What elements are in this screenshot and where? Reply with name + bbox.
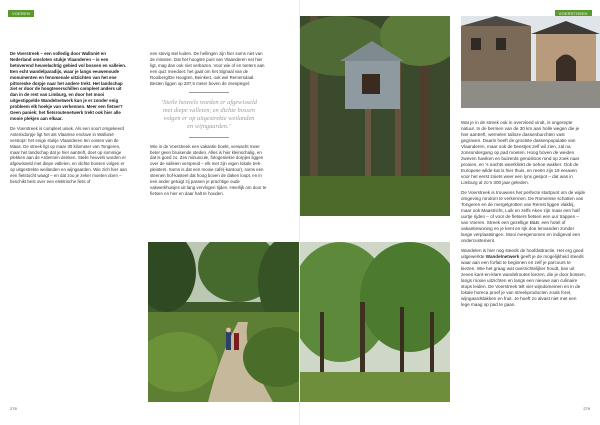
page-number: 279 (583, 406, 590, 411)
forest-trees-photo (300, 242, 450, 402)
quote-rule-bottom (189, 137, 229, 138)
section-tag: VOEREN (8, 10, 34, 17)
walkers-path-photo (148, 242, 300, 402)
text-column-2 (150, 51, 268, 201)
treehouse-photo (300, 16, 450, 216)
castle-photo (461, 16, 600, 108)
body-paragraph: Wat je in de streek ook in overvloed vindt, is ongerepte natuur. In de bermen van de 30 km aan holle wegen die je hier aantreft, wemelen talloze dassenburchten vast gegraven. Daarin heeft de grootste dassenpopulatie van Vlaanderen, maar ook de beestjes zelf wil zien, zal na zonsondergang op pad moeten. Hoog boven de weiden zweven haviken en buizerds geruisloos rond op zoek naar prooien, en ’s nachts weerklinkt de oehoe wakker. Ook de Europese wilde kat is hier thuis, en reeën zijn 19 eeuwen voor het eerst zoiets weer een lynx gespot – dat was in Limburg al zo’n 300 jaar geleden. (461, 120, 580, 185)
lead-paragraph: De Voerstreek – een volledig door Wallonië en Nederland omsloten stukje Vlaanderen – is een betoverend heuvelachtig gebied vol bossen en valleien. Een echt wandelparadijs, waar je langs eeuwenoude monumenten en fenomenale uitzichten van het ene pittoreske dorpje naar het andere trekt. Het landschap ziet er door de hoogteverschillen compleet anders uit dan in de rest van Limburg, en door het mooi uitgestippelde Wandelnetwerk kun je er zonder enig probleem elk hoekje van verkennen. Meer een fietser? Geen paniek: het fietsroutenetwerk trekt ook hier alle mooie plekjes aan elkaar. (10, 51, 127, 121)
right-page (300, 0, 600, 425)
body-paragraph: De Voerstreek is trouwens het perfecte startpunt om de wijde omgeving rondom te verkennen. De Romeinse schatten van Tongeren en de mergelgrotten van Remst liggen vlakbij, maar ook Maastricht, Luik en zelfs Aken zijn maar een half uurtje rijden – of voor de fietsers fietsen een uur trappen – van Voeren. Streek een gezellige B&B, een hotel of vakantiewoning en je kent en rijk doe lenvanden zonder lange verplaatsingen. Mooi meegenomen en indigeval een ondercustement. (461, 190, 586, 243)
pull-quote: ‘Steile heuvels worden er afgewisseld met diepe valleien, en dichte bossen volgen er op uitgestrekte weilanden en wijngaarden.’ (161, 99, 257, 131)
body-paragraph: Wandelen is hier nog steeds de hoofdattractie. Het erg goed uitgewerkte Wandelnetwerk geeft je de mogelijkheid steeds waar aan een forfait te beginnen en zelf je parcours te kiezen. Wie het graag wat overzichtelijker houdt, kan uit zeven kant-en-klare wandelroutes kiezen, die je door bossen, langs mooie uitzichten en langs een nieuwe aan culinaire stops leiden. De Voerstreek telt vier wijndomeinen en in de lokale horeca proef je van streekproducten zoals forel, wijngaardslakken en fruit. Je hoeft zo alvast niet met een lege maag op pad te gaan. (461, 248, 586, 307)
wandelnetwerk-highlight: Wandelnetwerk (485, 254, 520, 259)
text-column-3 (461, 120, 586, 312)
quote-rule-top (189, 92, 229, 93)
body-paragraph: De Voerstreek is compleet uniek. Als een soort omgekeerd Asterixdorpje ligt het als Vlaamse enclave in Wallonië verstopt: het enige stukje Vlaanderen ten oosten van de Maas. De streek ligt op maar 30 kilometer van Tongeren, maar het landschap dat je hier aantreft, doet op sommige plekken aan de Ardennen denken. Steile heuvels worden er afgewisseld met diepe valleien, en dichte bossen volgen er op uitgestrekte weilanden en wijngaarden. Wie zich hier aan een fietstocht waagt – en dat zou je zeker moeten doen – beschikt best over een elektrische fiets of (10, 125, 127, 185)
body-paragraph: Wie in de Voerstreek een vakantie boekt, verwacht meer beter geen bruisende steden. Alles is hier kleinschalig, en dat is goed zo. Zes minuscule, fotogeniekre dorpjes liggen over de valleien verspreid – elk met zijn eigen lokale trek-pleisters. Soms is dat een mooie café(-kantoor), soms een steenen hof-kasteel dat hoog boven de daken loopt, en in een ander getuigt zij passen je prachtige oude vakwerkhuisjes uit lang vervlogen tijden. Heerlijk om door te fietsen en hier en daar halt te houden. (150, 143, 267, 196)
body-paragraph: een stevig stel kuiten. De hellingen zijn hier soms niet van de minsten. Dat het hoogste punt van Vlaanderen net hier ligt, mag dan ook niet verbazen. Voor wie of en toeters aan een quiz meedoet: het gaat om het Signaal van de Rooiberg/De Hoogten, Beinkert, ook wel Remersdaal. Besten liggen op 287,5 meter boven de zeespiegel. (150, 51, 265, 86)
text-column-1 (10, 51, 128, 189)
section-tag: VOERSTREEK (555, 10, 592, 17)
page-number: 278 (10, 406, 17, 411)
